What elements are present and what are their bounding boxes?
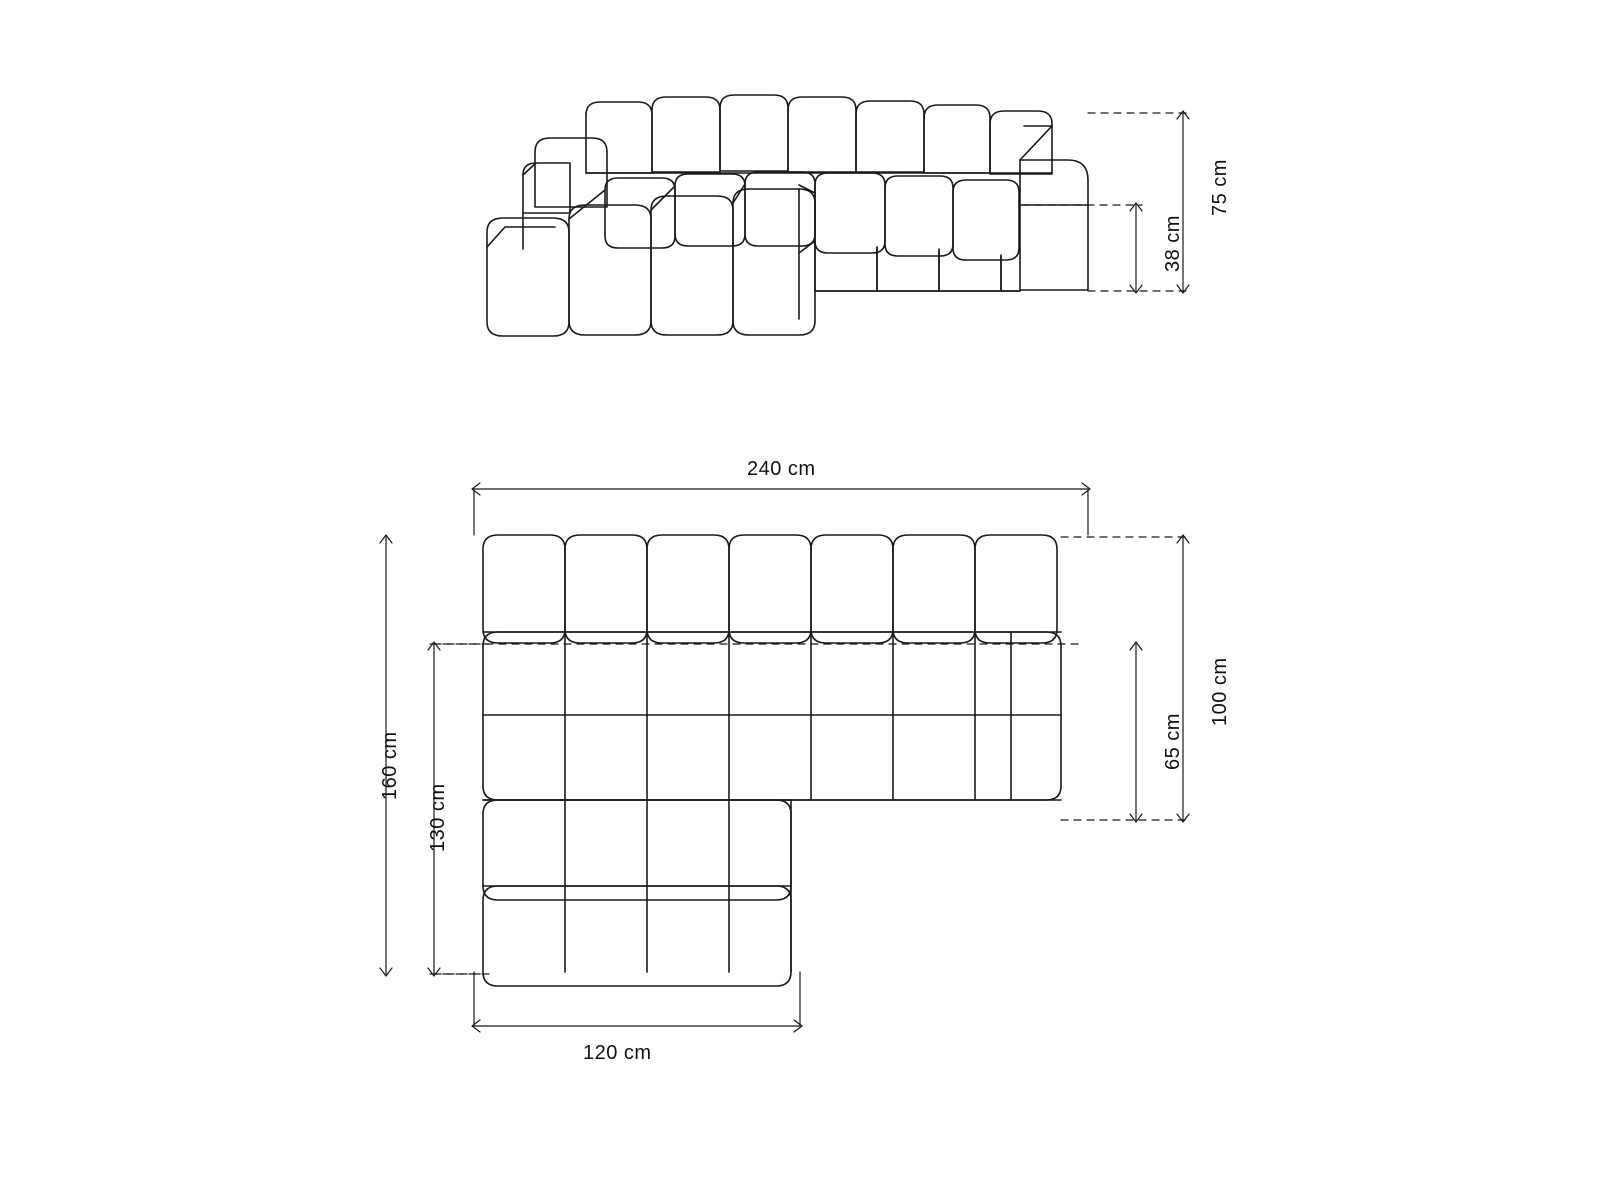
perspective-sofa-illustration (487, 95, 1088, 336)
dimension-label-width-240: 240 cm (747, 458, 816, 480)
plan-sofa-illustration (483, 535, 1061, 986)
dimension-label-depth-130: 130 cm (427, 783, 449, 852)
dimension-label-width-120: 120 cm (583, 1042, 652, 1064)
dimension-label-height-38: 38 cm (1162, 215, 1184, 272)
dimension-label-height-75: 75 cm (1209, 159, 1231, 216)
dimension-label-depth-160: 160 cm (379, 731, 401, 800)
dimension-label-depth-100: 100 cm (1209, 657, 1231, 726)
dimension-label-depth-65: 65 cm (1162, 713, 1184, 770)
plan-dimension-lines (380, 483, 1189, 1032)
